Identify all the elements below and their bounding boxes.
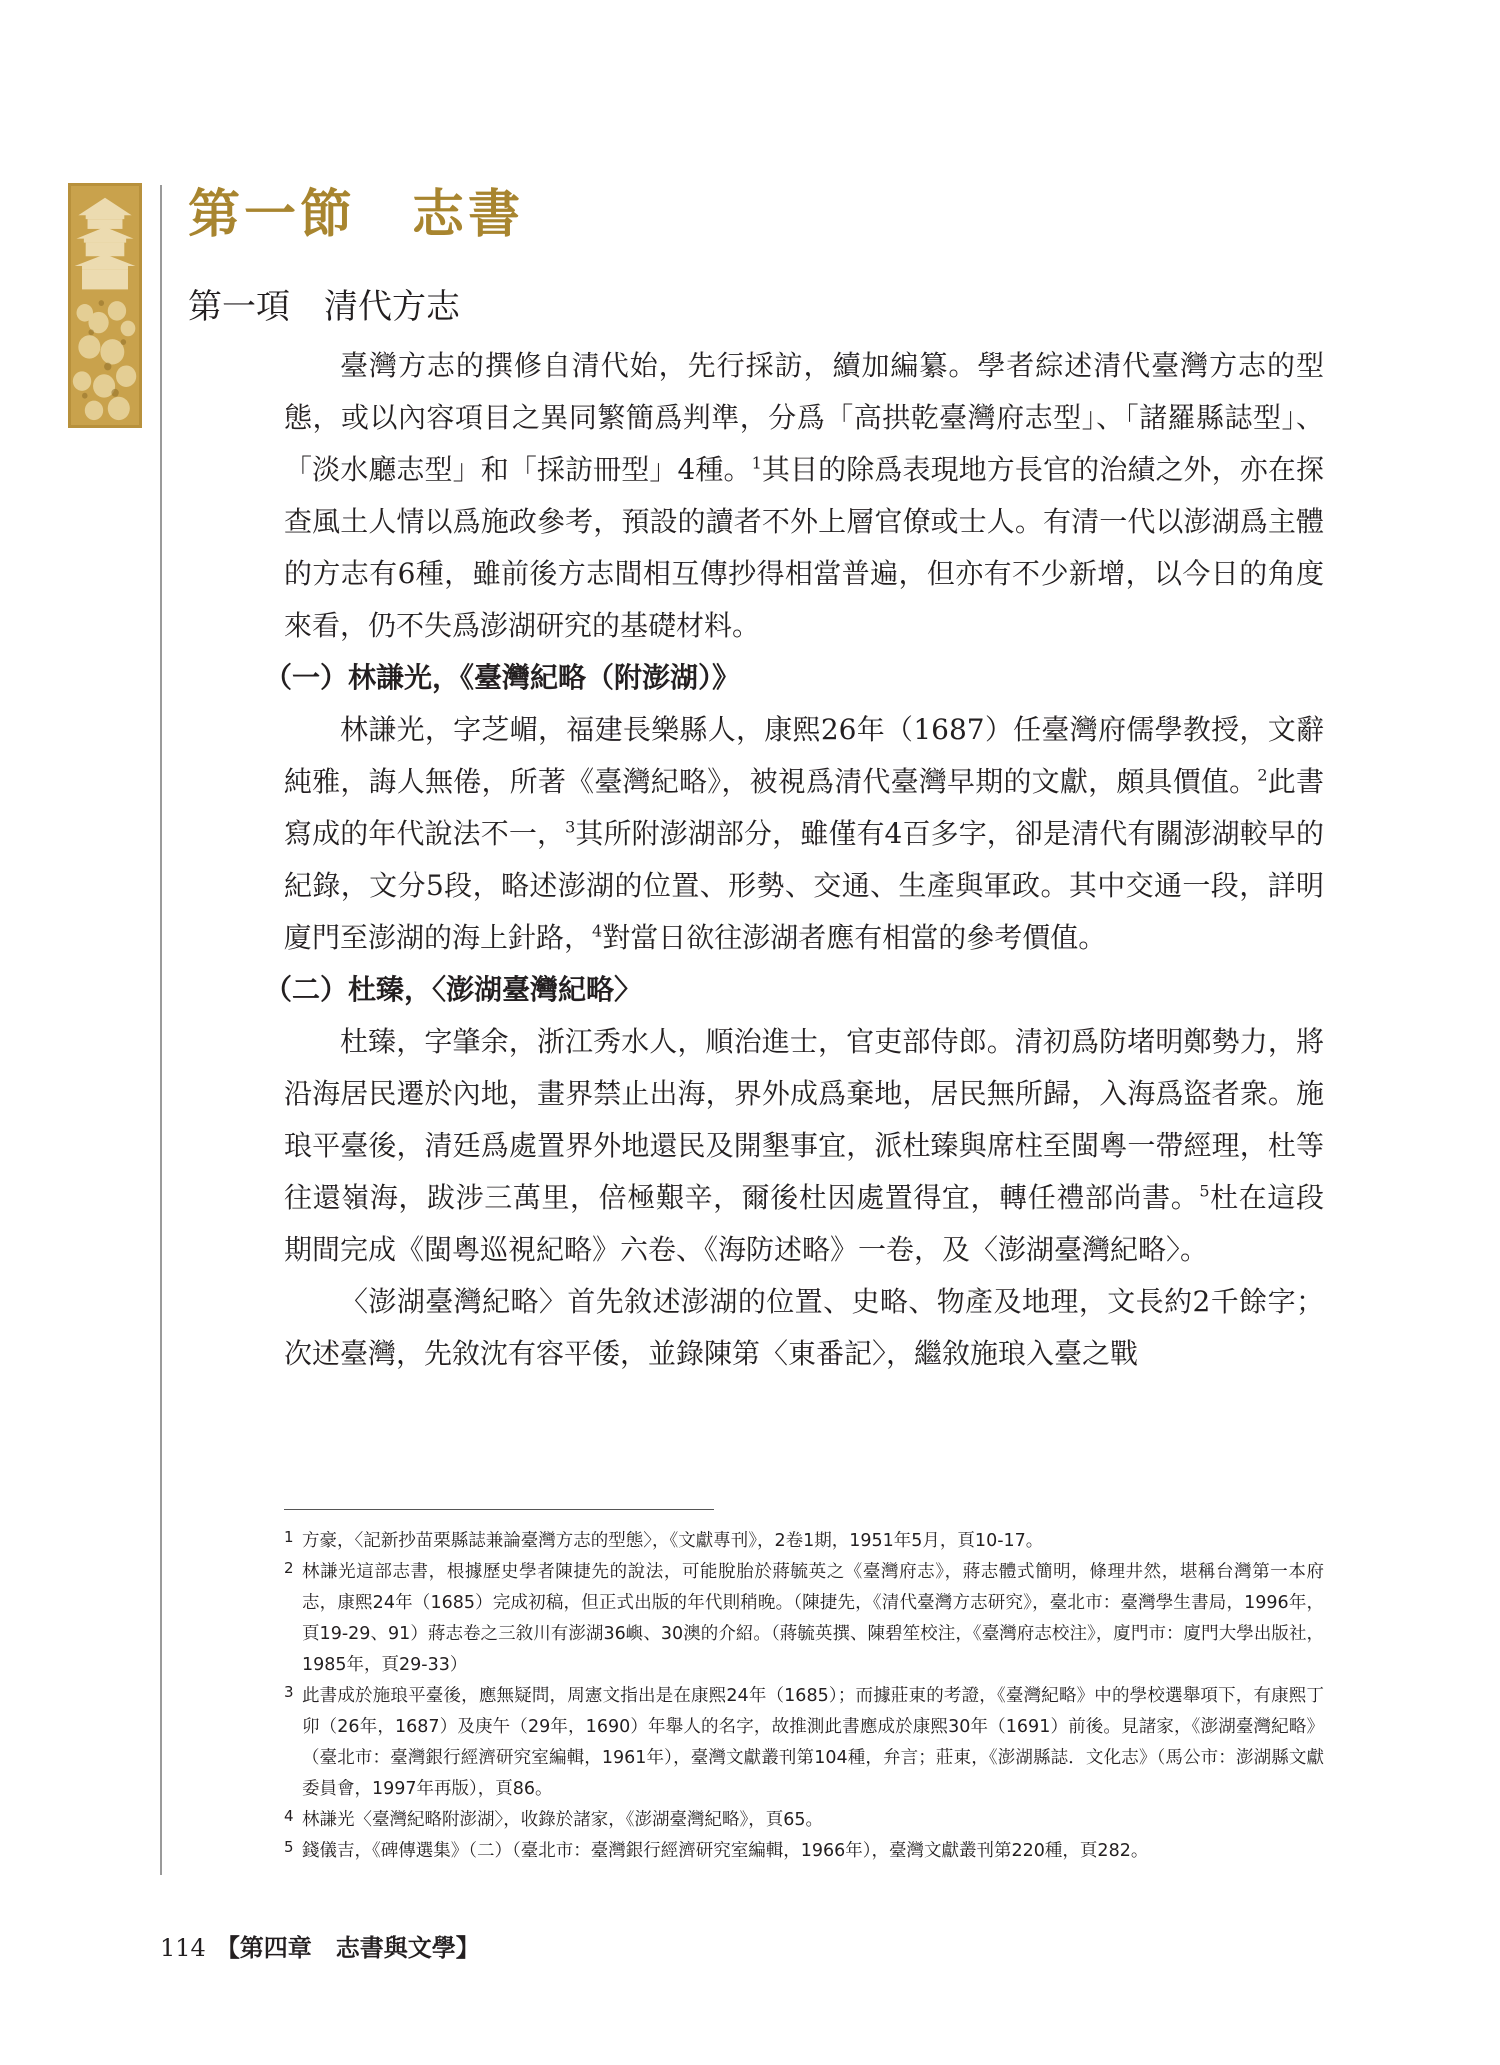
page-footer <box>160 1930 480 1966</box>
footnote-1 <box>284 1526 1324 1557</box>
footnote-ref: 5 <box>1199 1181 1210 1201</box>
paragraph-text: 〈澎湖臺灣紀略〉首先敘述澎湖的位置、史略、物產及地理，文長約2千餘字；次述臺灣，先敘沈有容平倭，並錄陳第〈東番記〉，繼敘施琅入臺之戰 <box>284 1285 1324 1370</box>
footnotes <box>284 1526 1324 1867</box>
paragraph-text: 杜臻，字肇余，浙江秀水人，順治進士，官吏部侍郎。清初爲防堵明鄭勢力，將沿海居民遷於內地，畫界禁止出海，界外成爲棄地，居民無所歸，入海爲盜者衆。施琅平臺後，清廷爲處置界外地還民及開墾事宜，派杜臻與席柱至閩粵一帶經理，杜等往還嶺海，跋涉三萬里，倍極艱辛，爾後杜因處置得宜，轉任禮部尚書。 <box>284 1025 1324 1214</box>
footnote-4 <box>284 1805 1324 1836</box>
footnote-text: 錢儀吉，《碑傳選集》（二）（臺北市：臺灣銀行經濟研究室編輯，1966年），臺灣文獻叢刊第220種，頁282。 <box>302 1841 1149 1861</box>
footnote-number: 3 <box>284 1683 294 1701</box>
footnote-text: 此書成於施琅平臺後，應無疑問，周憲文指出是在康熙24年（1685）；而據莊東的考證，《臺灣紀略》中的學校選舉項下，有康熙丁卯（26年，1687）及庚午（29年，1690）年舉人的名字，故推測此書應成於康熙30年（1691）前後。見諸家，《澎湖臺灣紀略》（臺北市：臺灣銀行經濟研究室編輯，1961年），臺灣文獻叢刊第104種，弁言；莊東，《澎湖縣誌．文化志》（馬公市：澎湖縣文獻委員會，1997年再版），頁86。 <box>302 1686 1324 1799</box>
footnote-number: 4 <box>284 1807 294 1825</box>
footnote-5 <box>284 1836 1324 1867</box>
paragraph-du-zhen <box>284 1016 1324 1276</box>
paragraph-text: 其所附澎湖部分，雖僅有4百多字，卻是清代有關澎湖較早的紀錄，文分5段，略述澎湖的位置、形勢、交通、生產與軍政。其中交通一段，詳明廈門至澎湖的海上針路， <box>284 817 1324 954</box>
heading-du-zhen: （二）杜臻，〈澎湖臺灣紀略〉 <box>264 973 643 1006</box>
paragraph-text: 此書寫成的年代說法不一， <box>284 765 1324 850</box>
intro-paragraph <box>284 340 1324 652</box>
section-emblem <box>68 183 142 428</box>
paragraph-text: 杜在這段期間完成《閩粵巡視紀略》六卷、《海防述略》一卷，及〈澎湖臺灣紀略〉。 <box>284 1181 1324 1266</box>
left-margin-rule <box>160 185 162 1875</box>
section-title: 第一節 志書 <box>188 184 525 245</box>
footnote-text: 方豪，〈記新抄苗栗縣誌兼論臺灣方志的型態〉，《文獻專刊》，2卷1期，1951年5月，頁10-17。 <box>302 1531 1044 1551</box>
footnote-text: 林謙光這部志書，根據歷史學者陳捷先的說法，可能脫胎於蔣毓英之《臺灣府志》，蔣志體式簡明，條理井然，堪稱台灣第一本府志，康熙24年（1685）完成初稿，但正式出版的年代則稍晚。（陳捷先，《清代臺灣方志研究》，臺北市：臺灣學生書局，1996年，頁19-29、91）蔣志卷之三敘川有澎湖36嶼、30澳的介紹。（蔣毓英撰、陳碧笙校注，《臺灣府志校注》，廈門市：廈門大學出版社，1985年，頁29-33） <box>302 1562 1324 1675</box>
paragraph-text: 林謙光，字芝嵋，福建長樂縣人，康熙26年（1687）任臺灣府儒學教授，文辭純雅，誨人無倦，所著《臺灣紀略》，被視爲清代臺灣早期的文獻，頗具價值。 <box>284 713 1324 798</box>
footnote-ref: 4 <box>592 921 603 941</box>
subsection-title: 第一項 清代方志 <box>188 287 460 327</box>
footnote-number: 1 <box>284 1528 294 1546</box>
paragraph-penghu-taiwan-jilue <box>284 1276 1324 1380</box>
heading-lin-qianguang: （一）林謙光，《臺灣紀略（附澎湖）》 <box>264 661 741 694</box>
footnote-number: 2 <box>284 1559 294 1577</box>
pagoda-image-icon <box>71 186 139 425</box>
chapter-label: 【第四章 志書與文學】 <box>215 1933 480 1962</box>
footnote-number: 5 <box>284 1838 294 1856</box>
paragraph-text: 其目的除爲表現地方長官的治績之外，亦在探查風土人情以爲施政參考，預設的讀者不外上層官僚或士人。有清一代以澎湖爲主體的方志有6種，雖前後方志間相互傳抄得相當普遍，但亦有不少新增，以今日的角度來看，仍不失爲澎湖研究的基礎材料。 <box>284 453 1324 642</box>
paragraph-lin-qianguang <box>284 704 1324 964</box>
footnote-text: 林謙光〈臺灣紀略附澎湖〉，收錄於諸家，《澎湖臺灣紀略》，頁65。 <box>302 1810 824 1830</box>
footnote-2 <box>284 1557 1324 1681</box>
footnote-ref: 3 <box>565 817 576 837</box>
footnote-ref: 1 <box>751 453 762 473</box>
footnote-ref: 2 <box>1257 765 1268 785</box>
footnote-divider <box>284 1509 714 1510</box>
paragraph-text: 對當日欲往澎湖者應有相當的參考價值。 <box>602 921 1107 954</box>
paragraph-text: 臺灣方志的撰修自清代始，先行採訪，續加編纂。學者綜述清代臺灣方志的型態，或以內容項目之異同繁簡爲判準，分爲「高拱乾臺灣府志型」、「諸羅縣誌型」、「淡水廳志型」和「採訪冊型」4種。 <box>284 349 1324 486</box>
page-number: 114 <box>160 1934 206 1962</box>
footnote-3 <box>284 1681 1324 1805</box>
body-text <box>264 340 1324 1380</box>
